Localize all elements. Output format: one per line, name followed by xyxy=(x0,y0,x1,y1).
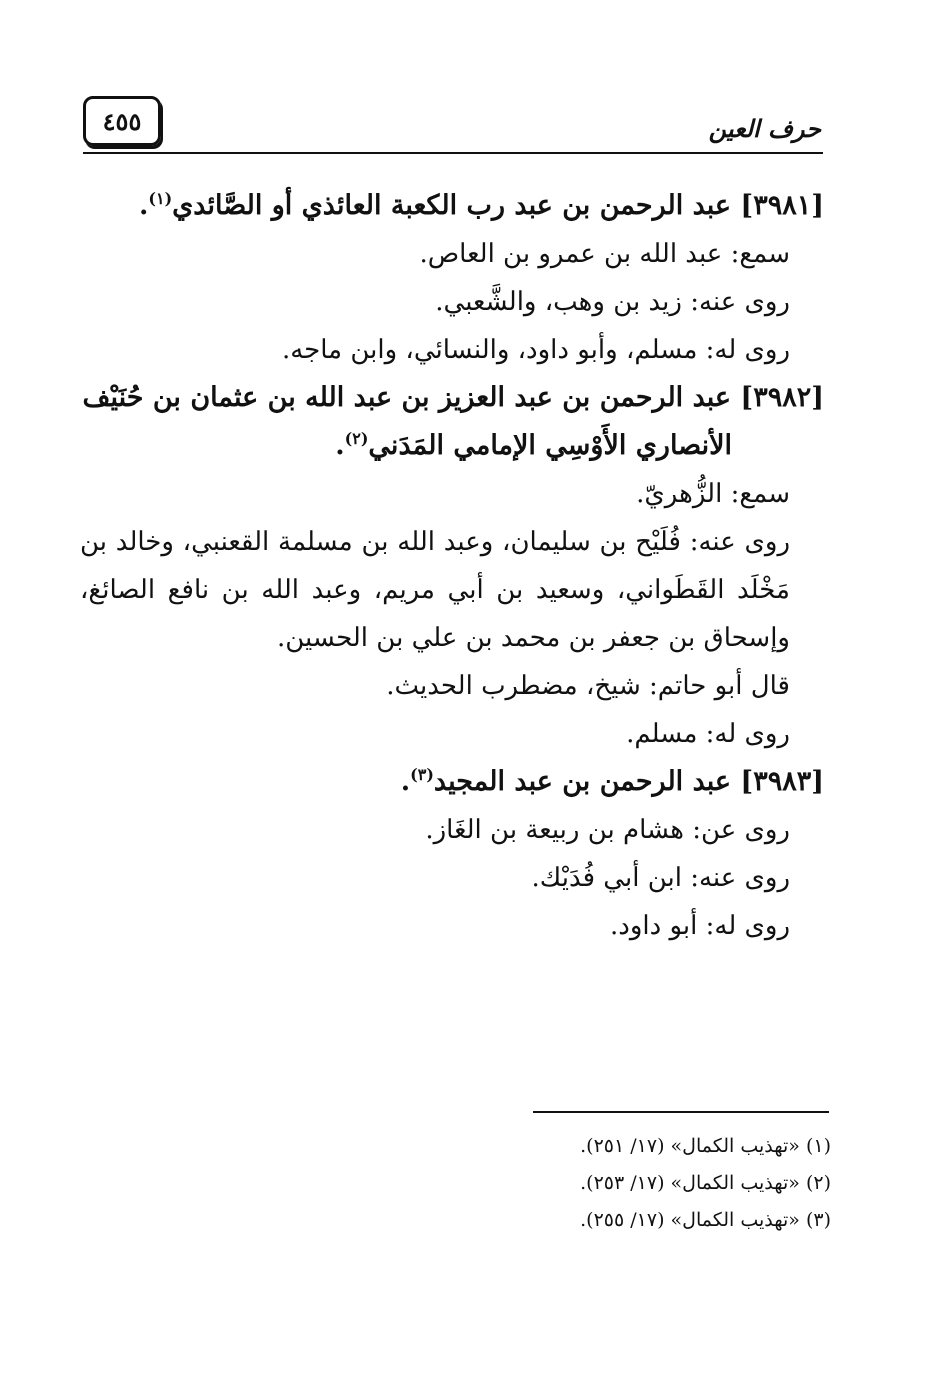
entry-heading-continuation: الأنصاري الأَوْسِي الإمامي المَدَني$^{(٢)}$. xyxy=(335,429,732,461)
chapter-title: حرف العين xyxy=(708,114,821,143)
entry-heading-text: [٣٩٨٣] عبد الرحمن بن عبد المجيد xyxy=(433,766,824,797)
entry-line: روى عنه: ابن أبي فُدَيْك. xyxy=(531,863,790,893)
page-number-text: ٤٥٥ xyxy=(102,106,142,136)
footnote-divider xyxy=(533,1111,829,1113)
entry-line: روى له: مسلم، وأبو داود، والنسائي، وابن ماجه. xyxy=(281,335,790,365)
entry-line: روى له: مسلم. xyxy=(626,719,790,749)
entry-heading-3983: [٣٩٨٣] عبد الرحمن بن عبد المجيد$^{(٣)}$. xyxy=(400,765,824,797)
entry-line: روى له: أبو داود. xyxy=(610,911,790,941)
entry-line: روى عنه: زيد بن وهب، والشَّعبي. xyxy=(435,287,790,317)
footnotes xyxy=(471,1128,831,1239)
entry-heading-text: [٣٩٨٢] عبد الرحمن بن عبد العزيز بن عبد الله بن عثمان بن حُنَيْف xyxy=(82,382,824,413)
footnote-ref-2: (٢) xyxy=(344,429,369,448)
page-number xyxy=(83,96,161,146)
entry-line: روى عن: هشام بن ربيعة بن الغَاز. xyxy=(425,815,790,845)
footnote-1: (١) «تهذيب الكمال» (١٧/ ٢٥١). xyxy=(580,1135,831,1157)
footnote-2: (٢) «تهذيب الكمال» (١٧/ ٢٥٣). xyxy=(580,1172,831,1194)
footnote-ref-3: (٣) xyxy=(410,765,434,784)
entry-line: سمع: الزُّهريّ. xyxy=(636,479,790,509)
entry-heading-text: [٣٩٨١] عبد الرحمن بن عبد رب الكعبة العائذي أو الصَّائدي xyxy=(172,190,824,221)
entry-heading-3981: [٣٩٨١] عبد الرحمن بن عبد رب الكعبة العائذي أو الصَّائدي$^{(١)}$. xyxy=(138,189,824,221)
entry-line: سمع: عبد الله بن عمرو بن العاص. xyxy=(419,239,790,269)
footnote-ref-1: (١) xyxy=(148,189,173,208)
entry-line: قال أبو حاتم: شيخ، مضطرب الحديث. xyxy=(386,671,790,701)
entry-heading-3982 xyxy=(80,374,824,470)
header-divider xyxy=(83,152,823,154)
entry-heading-cont-text: الأنصاري الأَوْسِي الإمامي المَدَني xyxy=(368,430,732,461)
page-body xyxy=(80,182,824,950)
footnote-3: (٣) «تهذيب الكمال» (١٧/ ٢٥٥). xyxy=(580,1209,831,1231)
entry-narrators-paragraph: روى عنه: فُلَيْح بن سليمان، وعبد الله بن مسلمة القعنبي، وخالد بن مَخْلَد القَطَواني، وسعيد بن أبي مريم، وعبد الله بن نافع الصائغ، وإسحاق بن جعفر بن محمد بن علي بن الحسين. xyxy=(80,527,790,653)
